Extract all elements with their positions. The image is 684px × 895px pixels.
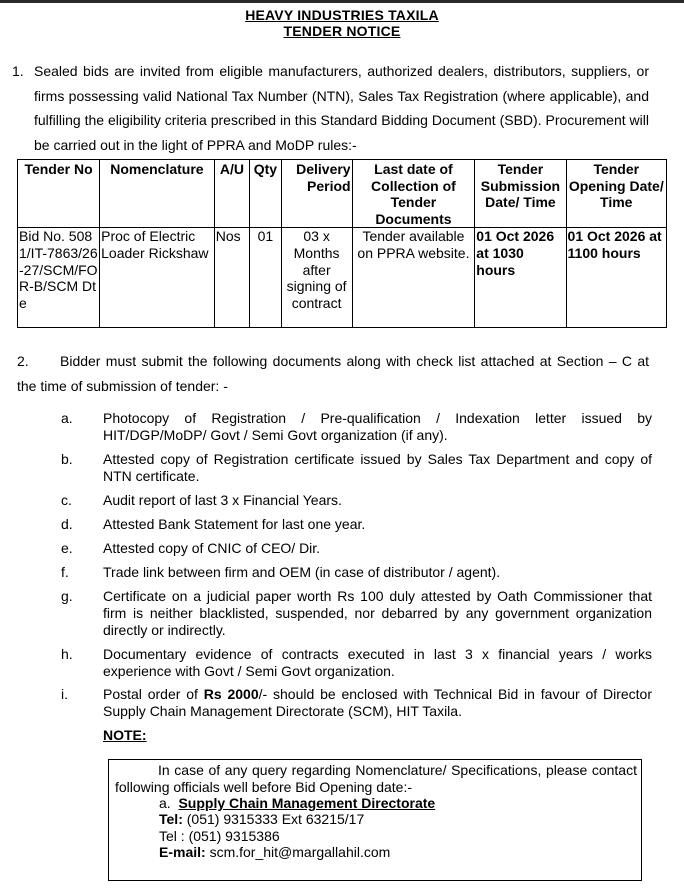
contact-label: a.	[159, 795, 171, 811]
list-item-text: Certificate on a judicial paper worth Rs 100 duly attested by Oath Commissioner that firm is neither blacklisted, suspended, nor debarred by any government organization directly or indirectly.	[103, 588, 652, 638]
table-row	[18, 228, 667, 328]
cell-tender-no: Bid No. 5081/IT-7863/26-27/SCM/FOR-B/SCM Dte	[18, 228, 100, 328]
contact-name: Supply Chain Management Directorate	[178, 795, 436, 811]
postal-order-text: Postal order of	[103, 686, 204, 702]
tel-label: Tel:	[159, 811, 183, 827]
contact-intro: In case of any query regarding Nomenclature/ Specifications, please contact following officials well before Bid Opening date:-	[115, 762, 637, 795]
header-delivery-period: Delivery Period	[281, 160, 352, 228]
cell-opening: 01 Oct 2026 at 1100 hours	[566, 228, 666, 328]
list-item-label: h.	[61, 646, 73, 662]
header-nomenclature: Nomenclature	[100, 160, 215, 228]
tel-value: (051) 9315333 Ext 63215/17	[182, 811, 365, 827]
top-border	[0, 0, 684, 3]
list-item-text	[103, 686, 652, 720]
paragraph-2-number: 2.	[17, 353, 29, 369]
contact-box	[108, 759, 642, 881]
organization-title: HEAVY INDUSTRIES TAXILA	[245, 7, 439, 23]
header-au: A/U	[214, 160, 249, 228]
contact-directorate	[159, 795, 435, 812]
list-item-label: c.	[61, 492, 72, 508]
list-item-text: Photocopy of Registration / Pre-qualification / Indexation letter issued by HIT/DGP/MoDP/ Govt / Semi Govt organization (if any).	[103, 410, 652, 443]
list-item-text: Trade link between firm and OEM (in case of distributor / agent).	[103, 564, 501, 580]
cell-submission: 01 Oct 2026 at 1030 hours	[475, 228, 566, 328]
list-item-label: a.	[61, 410, 73, 426]
contact-tel-1	[159, 811, 364, 828]
cell-qty: 01	[250, 228, 281, 328]
notice-title: TENDER NOTICE	[283, 23, 401, 39]
list-item-label: b.	[61, 451, 73, 467]
header-last-date: Last date of Collection of Tender Documents	[352, 160, 475, 228]
paragraph-2-text: Bidder must submit the following documents along with check list attached at Section – C at the time of submission of tender: -	[17, 353, 649, 394]
email-label: E-mail:	[159, 844, 206, 860]
email-value[interactable]: scm.for_hit@margallahil.com	[205, 844, 391, 860]
contact-tel-2: Tel : (051) 9315386	[159, 828, 280, 844]
cell-last-date: Tender available on PPRA website.	[352, 228, 475, 328]
header-tender-no: Tender No	[18, 160, 100, 228]
header-submission: Tender Submission Date/ Time	[475, 160, 566, 228]
paragraph-1-number: 1.	[12, 63, 24, 79]
paragraph-1-text: Sealed bids are invited from eligible manufacturers, authorized dealers, distributors, suppliers, or firms possessing valid National Tax Number (NTN), Sales Tax Registration (where applicable), and fulfilling the eligibility criteria prescribed in this Standard Bidding Document (SBD). Procurement will be carried out in the light of PPRA and MoDP rules:-	[34, 63, 649, 153]
cell-au: Nos	[214, 228, 249, 328]
note-heading: NOTE:	[103, 727, 147, 743]
list-item-text: Documentary evidence of contracts executed in last 3 x financial years / works experience with Govt / Semi Govt organization.	[103, 646, 652, 679]
list-item-label: i.	[61, 686, 68, 702]
tender-table	[17, 159, 667, 328]
table-header-row	[18, 160, 667, 228]
postal-order-amount: Rs 2000	[203, 686, 259, 702]
header-qty: Qty	[250, 160, 281, 228]
list-item-text: Attested Bank Statement for last one year.	[103, 516, 366, 532]
postal-order-text-rest: /- should be enclosed with Technical Bid in favour of Director Supply Chain Management Directorate (SCM), HIT Taxila.	[103, 686, 653, 719]
header-opening: Tender Opening Date/ Time	[566, 160, 666, 228]
list-item-text: Attested copy of CNIC of CEO/ Dir.	[103, 540, 321, 556]
cell-nomenclature: Proc of Electric Loader Rickshaw	[100, 228, 215, 328]
list-item-label: f.	[61, 564, 69, 580]
cell-delivery-period: 03 x Months after signing of contract	[281, 228, 352, 328]
paragraph-1	[12, 59, 649, 157]
contact-email	[159, 844, 390, 861]
list-item-label: d.	[61, 516, 73, 532]
list-item-label: e.	[61, 540, 73, 556]
list-item-text: Audit report of last 3 x Financial Years.	[103, 492, 342, 508]
paragraph-2	[17, 349, 649, 398]
list-item-text: Attested copy of Registration certificate issued by Sales Tax Department and copy of NTN certificate.	[103, 451, 652, 484]
list-item-label: g.	[61, 588, 73, 604]
